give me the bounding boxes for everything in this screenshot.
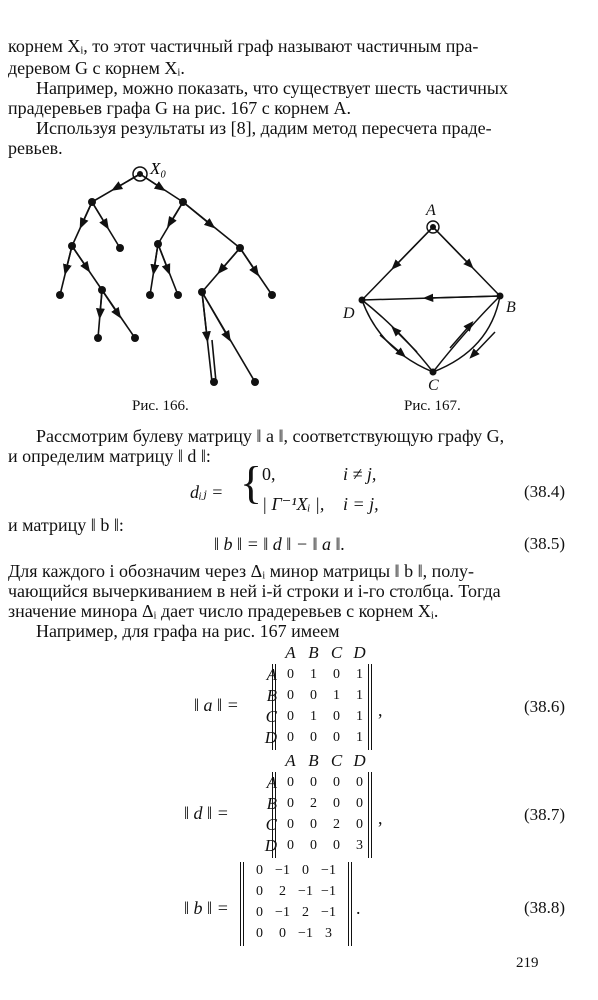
eq-num-38-8: (38.8) <box>524 898 566 917</box>
eq-d-case2-cond: i = j, <box>343 494 379 514</box>
table-row: C 0 0 2 0 <box>265 814 363 834</box>
table-row: D 0 0 0 3 <box>264 835 363 855</box>
matrix-d: A B C D A 0 0 0 0 B 0 2 0 0 C 0 0 2 0 D 0 0 0 3 <box>256 750 371 856</box>
table-row: 0 −1 0 −1 <box>256 862 336 878</box>
matrix-b <box>248 860 340 944</box>
fig167-node-D: D <box>343 305 355 322</box>
matrix-b-label: ‖ b ‖ = <box>184 898 229 918</box>
matrix-d-right-bar <box>368 772 372 858</box>
table-row: A 0 1 0 1 <box>266 664 363 684</box>
eq-num-38-7: (38.7) <box>524 805 566 824</box>
matrix-b-left-bar <box>240 862 244 946</box>
fig167-node-C: C <box>428 377 439 390</box>
table-row: 0 −1 2 −1 <box>256 904 336 920</box>
fig166-caption: Рис. 166. <box>132 398 189 414</box>
eq-d-case1-cond: i ≠ j, <box>343 464 377 484</box>
text-line-4: прадеревьев графа G на рис. 167 с корнем A. <box>8 98 352 118</box>
text-line-11: чающийся вычеркиванием в ней i-й строки и i-го столбца. Тогда <box>8 581 501 601</box>
text-line-5: Используя результаты из [8], дадим метод пересчета праде- <box>36 118 492 138</box>
fig167-node-B: B <box>506 299 516 316</box>
text-line-3: Например, можно показать, что существует шесть частичных <box>36 78 508 98</box>
table-row: C 0 1 0 1 <box>265 706 363 726</box>
figure-166-tree <box>40 160 340 390</box>
text-line-12: значение минора Δᵢ дает число прадеревьев с корнем Xᵢ. <box>8 601 439 621</box>
eq-num-38-4: (38.4) <box>524 482 566 501</box>
matrix-d-label: ‖ d ‖ = <box>184 803 229 823</box>
eq-num-38-5: (38.5) <box>524 534 566 553</box>
fig167-node-A: A <box>426 202 436 219</box>
matrix-a-label: ‖ a ‖ = <box>194 695 239 715</box>
text-line-9: и матрицу ‖ b ‖: <box>8 515 124 535</box>
table-row: B 0 2 0 0 <box>266 793 363 813</box>
text-line-6: ревьев. <box>8 138 63 158</box>
eq-b-definition: ‖ b ‖ = ‖ d ‖ − ‖ a ‖. <box>214 534 346 554</box>
matrix-b-right-bar <box>348 862 352 946</box>
text-line-7: Рассмотрим булеву матрицу ‖ a ‖, соответствующую графу G, <box>36 426 505 446</box>
table-row: 0 2 −1 −1 <box>256 883 336 899</box>
page-number: 219 <box>516 955 539 971</box>
table-row: 0 0 −1 3 <box>256 925 332 941</box>
eq-d-case2-val: | Γ⁻¹Xᵢ |, <box>262 494 325 514</box>
text-line-1: корнем Xᵢ, то этот частичный граф называют частичным пра- <box>8 36 479 56</box>
matrix-d-left-bar <box>272 772 276 858</box>
matrix-a: A B C D A 0 1 0 1 B 0 0 1 1 C 0 1 0 1 D 0 0 0 1 <box>256 642 371 748</box>
table-row: B 0 0 1 1 <box>266 685 363 705</box>
matrix-a-right-bar <box>368 664 372 750</box>
table-row: A 0 0 0 0 <box>266 772 363 792</box>
fig166-root-label: X₀ <box>150 160 167 178</box>
matrix-d-suffix: , <box>378 808 383 828</box>
text-line-8: и определим матрицу ‖ d ‖: <box>8 446 211 466</box>
eq-d-brace: { <box>240 457 263 508</box>
text-line-2: деревом G с корнем Xᵢ. <box>8 58 185 78</box>
eq-d-case1-val: 0, <box>262 464 276 484</box>
matrix-b-suffix: . <box>356 898 361 918</box>
fig167-caption: Рис. 167. <box>404 398 461 414</box>
table-row: D 0 0 0 1 <box>264 727 363 747</box>
figure-167-graph <box>340 200 540 390</box>
text-line-13: Например, для графа на рис. 167 имеем <box>36 621 340 641</box>
eq-d-lhs: dᵢⱼ = <box>190 482 224 502</box>
eq-num-38-6: (38.6) <box>524 697 566 716</box>
matrix-a-suffix: , <box>378 700 383 720</box>
matrix-a-left-bar <box>272 664 276 750</box>
text-line-10: Для каждого i обозначим через Δᵢ минор матрицы ‖ b ‖, полу- <box>8 561 475 581</box>
